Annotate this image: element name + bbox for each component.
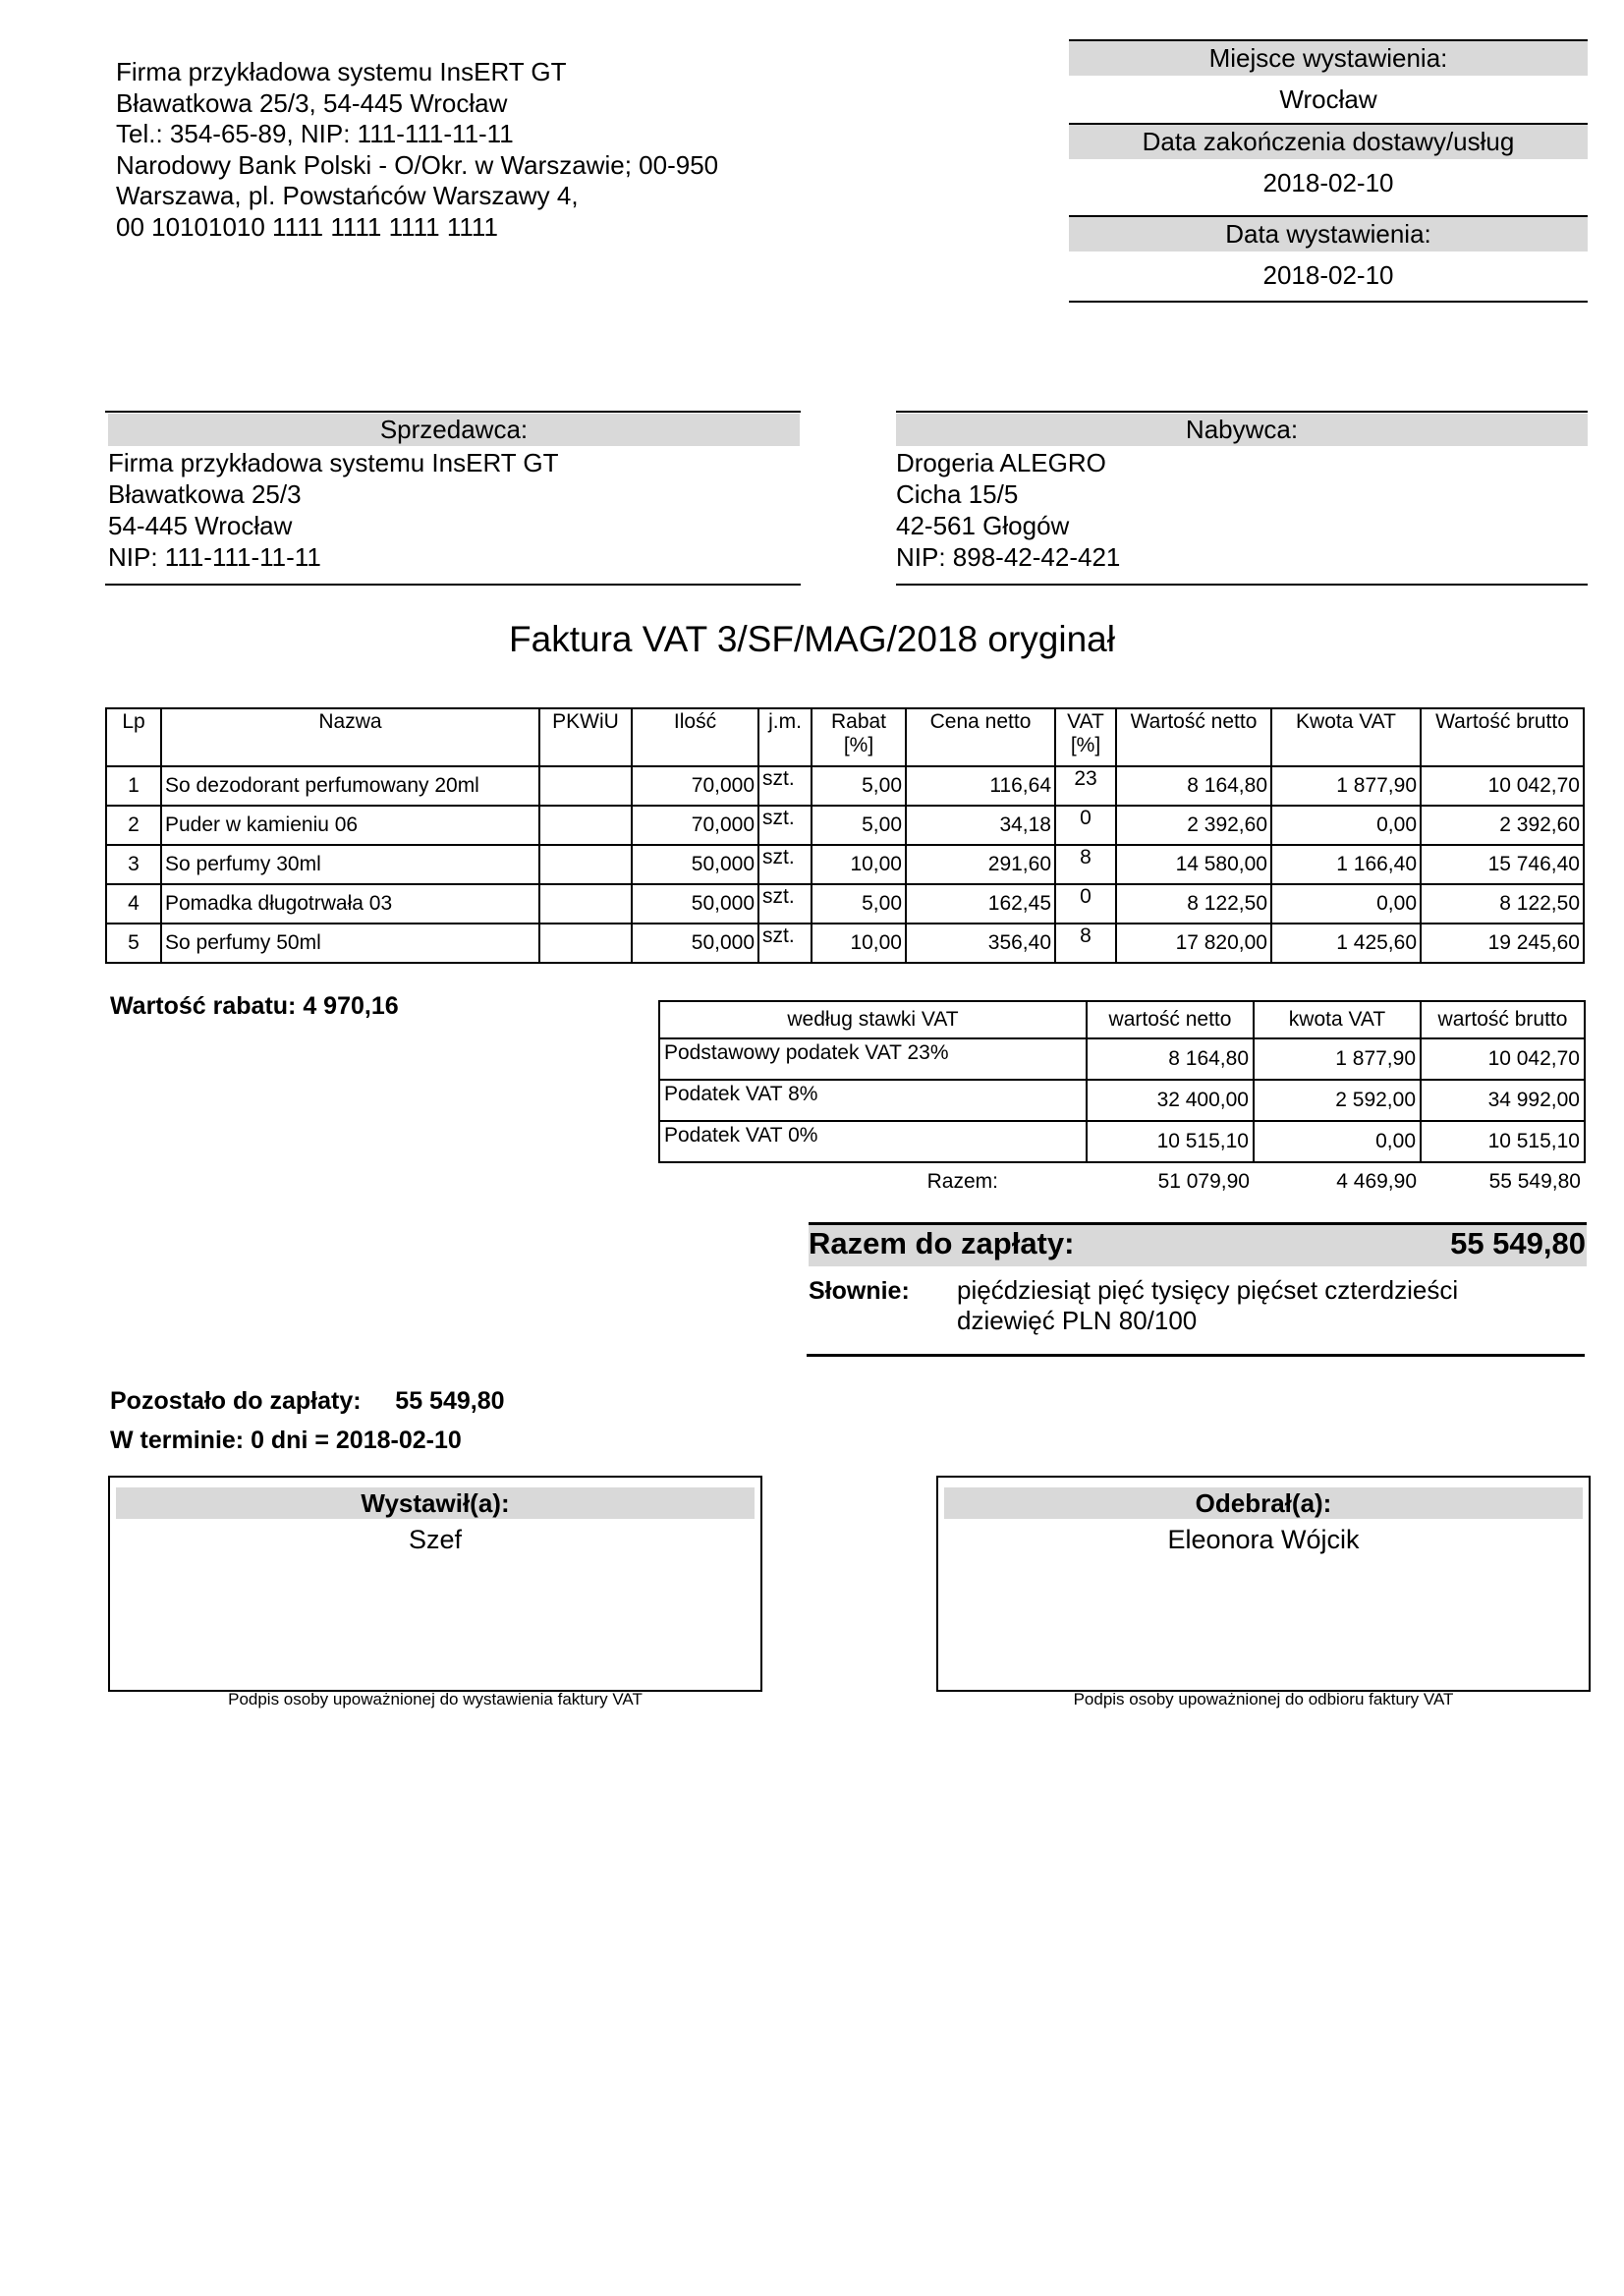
table-cell: So perfumy 30ml bbox=[161, 845, 539, 884]
table-cell: 0,00 bbox=[1271, 884, 1421, 924]
company-details bbox=[116, 57, 718, 243]
table-cell: 0,00 bbox=[1271, 806, 1421, 845]
buyer-line: Drogeria ALEGRO bbox=[896, 448, 1106, 477]
table-cell: 4 bbox=[106, 884, 161, 924]
company-line: Narodowy Bank Polski - O/Okr. w Warszawie; 00-950 bbox=[116, 149, 719, 180]
seller-details bbox=[108, 447, 559, 573]
table-cell: 291,60 bbox=[906, 845, 1055, 884]
table-cell: 10,00 bbox=[812, 845, 906, 884]
col-header: wartość netto bbox=[1087, 1001, 1254, 1038]
divider bbox=[896, 584, 1588, 586]
table-cell: So dezodorant perfumowany 20ml bbox=[161, 766, 539, 806]
divider bbox=[105, 411, 801, 413]
table-cell: Podatek VAT 0% bbox=[659, 1121, 1087, 1162]
remaining-to-pay: Pozostało do zapłaty: 55 549,80 bbox=[110, 1387, 505, 1415]
table-cell: 8 164,80 bbox=[1087, 1038, 1254, 1080]
col-header: wartość brutto bbox=[1421, 1001, 1585, 1038]
col-header: Rabat [%] bbox=[812, 708, 906, 766]
table-header-row bbox=[659, 1001, 1585, 1038]
table-cell: 17 820,00 bbox=[1116, 924, 1271, 963]
receiver-name: Eleonora Wójcik bbox=[1167, 1525, 1360, 1554]
table-cell: 5,00 bbox=[812, 766, 906, 806]
table-cell: 10 042,70 bbox=[1421, 766, 1584, 806]
table-cell: 23 bbox=[1055, 766, 1116, 806]
col-header: VAT [%] bbox=[1055, 708, 1116, 766]
total-value: 55 549,80 bbox=[1450, 1226, 1586, 1260]
table-cell: So perfumy 50ml bbox=[161, 924, 539, 963]
table-cell: Podatek VAT 8% bbox=[659, 1080, 1087, 1121]
table-cell: Pomadka długotrwała 03 bbox=[161, 884, 539, 924]
table-cell: 0 bbox=[1055, 884, 1116, 924]
table-cell: 14 580,00 bbox=[1116, 845, 1271, 884]
company-line: Warszawa, pl. Powstańców Warszawy 4, bbox=[116, 181, 579, 210]
receiver-label: Odebrał(a): bbox=[944, 1487, 1583, 1519]
table-row bbox=[659, 1080, 1585, 1121]
col-header: Wartość brutto bbox=[1421, 708, 1584, 766]
table-cell: 32 400,00 bbox=[1087, 1080, 1254, 1121]
vat-summary-table bbox=[658, 1000, 1586, 1201]
table-cell: Puder w kamieniu 06 bbox=[161, 806, 539, 845]
divider bbox=[1069, 301, 1588, 303]
buyer-line: 42-561 Głogów bbox=[896, 511, 1070, 540]
table-cell: 2 592,00 bbox=[1254, 1080, 1421, 1121]
issuer-caption: Podpis osoby upoważnionej do wystawienia faktury VAT bbox=[228, 1690, 643, 1708]
seller-line: Bławatkowa 25/3 bbox=[108, 479, 302, 509]
table-cell: 1 877,90 bbox=[1254, 1038, 1421, 1080]
col-header: Wartość netto bbox=[1116, 708, 1271, 766]
divider bbox=[896, 411, 1588, 413]
table-cell: 50,000 bbox=[632, 884, 758, 924]
table-row bbox=[659, 1121, 1585, 1162]
sum-value: 51 079,90 bbox=[1157, 1170, 1250, 1193]
table-cell: 5,00 bbox=[812, 806, 906, 845]
place-value: Wrocław bbox=[1279, 84, 1377, 114]
table-cell: szt. bbox=[758, 766, 812, 806]
table-cell: 162,45 bbox=[906, 884, 1055, 924]
col-header: Lp bbox=[106, 708, 161, 766]
table-cell: Podstawowy podatek VAT 23% bbox=[659, 1038, 1087, 1080]
sum-value: 55 549,80 bbox=[1488, 1170, 1581, 1193]
table-cell: 10 042,70 bbox=[1421, 1038, 1585, 1080]
table-cell: szt. bbox=[758, 845, 812, 884]
table-cell: szt. bbox=[758, 884, 812, 924]
table-cell: 3 bbox=[106, 845, 161, 884]
col-header: j.m. bbox=[758, 708, 812, 766]
col-header: PKWiU bbox=[539, 708, 632, 766]
table-cell: 8 122,50 bbox=[1116, 884, 1271, 924]
issuer-label: Wystawił(a): bbox=[116, 1487, 755, 1519]
invoice-title: Faktura VAT 3/SF/MAG/2018 oryginał bbox=[509, 619, 1115, 659]
table-cell: 19 245,60 bbox=[1421, 924, 1584, 963]
table-cell: 0 bbox=[1055, 806, 1116, 845]
table-cell: 1 166,40 bbox=[1271, 845, 1421, 884]
table-cell: 70,000 bbox=[632, 766, 758, 806]
table-cell: 8 bbox=[1055, 924, 1116, 963]
issue-date-label: Data wystawienia: bbox=[1069, 217, 1588, 252]
place-label: Miejsce wystawienia: bbox=[1069, 41, 1588, 76]
table-cell: 2 392,60 bbox=[1421, 806, 1584, 845]
discount-total: Wartość rabatu: 4 970,16 bbox=[110, 992, 399, 1020]
seller-line: Firma przykładowa systemu InsERT GT bbox=[108, 448, 559, 477]
col-header: Kwota VAT bbox=[1271, 708, 1421, 766]
seller-label: Sprzedawca: bbox=[108, 414, 800, 446]
table-cell: 116,64 bbox=[906, 766, 1055, 806]
table-cell: 1 425,60 bbox=[1271, 924, 1421, 963]
table-cell: 10 515,10 bbox=[1421, 1121, 1585, 1162]
table-row bbox=[106, 924, 1584, 963]
table-cell: 8 164,80 bbox=[1116, 766, 1271, 806]
receiver-caption: Podpis osoby upoważnionej do odbioru faktury VAT bbox=[1073, 1690, 1454, 1708]
table-cell: 10,00 bbox=[812, 924, 906, 963]
table-cell: 0,00 bbox=[1254, 1121, 1421, 1162]
divider bbox=[105, 584, 801, 586]
table-cell: 10 515,10 bbox=[1087, 1121, 1254, 1162]
sum-label: Razem: bbox=[926, 1170, 998, 1193]
table-row bbox=[106, 884, 1584, 924]
buyer-line: Cicha 15/5 bbox=[896, 479, 1019, 509]
buyer-label: Nabywca: bbox=[896, 414, 1588, 446]
delivery-date-label: Data zakończenia dostawy/usług bbox=[1069, 125, 1588, 159]
table-cell: 2 bbox=[106, 806, 161, 845]
table-cell: 50,000 bbox=[632, 845, 758, 884]
table-cell bbox=[539, 845, 632, 884]
sum-value: 4 469,90 bbox=[1336, 1170, 1417, 1193]
amount-in-words-label: Słownie: bbox=[809, 1277, 910, 1305]
table-cell: 50,000 bbox=[632, 924, 758, 963]
table-row bbox=[106, 845, 1584, 884]
issuer-name: Szef bbox=[408, 1525, 463, 1554]
table-cell: 8 bbox=[1055, 845, 1116, 884]
buyer-details bbox=[896, 447, 1120, 573]
table-cell: 2 392,60 bbox=[1116, 806, 1271, 845]
col-header: Ilość bbox=[632, 708, 758, 766]
table-cell bbox=[539, 806, 632, 845]
col-header: Cena netto bbox=[906, 708, 1055, 766]
col-header: Nazwa bbox=[161, 708, 539, 766]
issue-date-value: 2018-02-10 bbox=[1262, 260, 1394, 290]
table-cell bbox=[539, 884, 632, 924]
company-line: Firma przykładowa systemu InsERT GT bbox=[116, 57, 567, 86]
table-cell: 1 877,90 bbox=[1271, 766, 1421, 806]
vat-sum-row bbox=[659, 1162, 1585, 1201]
table-cell: 8 122,50 bbox=[1421, 884, 1584, 924]
table-cell: 5,00 bbox=[812, 884, 906, 924]
table-cell: 34 992,00 bbox=[1421, 1080, 1585, 1121]
table-row bbox=[659, 1038, 1585, 1080]
table-cell bbox=[539, 924, 632, 963]
company-line: Bławatkowa 25/3, 54-445 Wrocław bbox=[116, 87, 508, 118]
table-cell bbox=[539, 766, 632, 806]
issuer-signature-box bbox=[108, 1476, 762, 1692]
buyer-line: NIP: 898-42-42-421 bbox=[896, 542, 1121, 572]
table-row bbox=[106, 766, 1584, 806]
payment-term: W terminie: 0 dni = 2018-02-10 bbox=[110, 1427, 462, 1454]
table-cell: szt. bbox=[758, 924, 812, 963]
company-line: Tel.: 354-65-89, NIP: 111-111-11-11 bbox=[116, 119, 514, 148]
table-cell: 15 746,40 bbox=[1421, 845, 1584, 884]
table-cell: szt. bbox=[758, 806, 812, 845]
table-cell: 5 bbox=[106, 924, 161, 963]
col-header: kwota VAT bbox=[1254, 1001, 1421, 1038]
table-cell: 70,000 bbox=[632, 806, 758, 845]
seller-line: NIP: 111-111-11-11 bbox=[108, 542, 321, 572]
items-table bbox=[105, 707, 1585, 964]
table-cell: 34,18 bbox=[906, 806, 1055, 845]
delivery-date-value: 2018-02-10 bbox=[1262, 168, 1394, 197]
col-header: według stawki VAT bbox=[659, 1001, 1087, 1038]
table-header-row bbox=[106, 708, 1584, 766]
divider bbox=[807, 1354, 1585, 1357]
table-cell: 356,40 bbox=[906, 924, 1055, 963]
seller-line: 54-445 Wrocław bbox=[108, 511, 293, 540]
company-line: 00 10101010 1111 1111 1111 1111 bbox=[116, 211, 498, 242]
total-label: Razem do zapłaty: bbox=[809, 1226, 1075, 1260]
table-cell: 1 bbox=[106, 766, 161, 806]
amount-in-words: pięćdziesiąt pięć tysięcy pięćset czterdzieści dziewięć PLN 80/100 bbox=[957, 1275, 1459, 1335]
receiver-signature-box bbox=[936, 1476, 1591, 1692]
table-row bbox=[106, 806, 1584, 845]
